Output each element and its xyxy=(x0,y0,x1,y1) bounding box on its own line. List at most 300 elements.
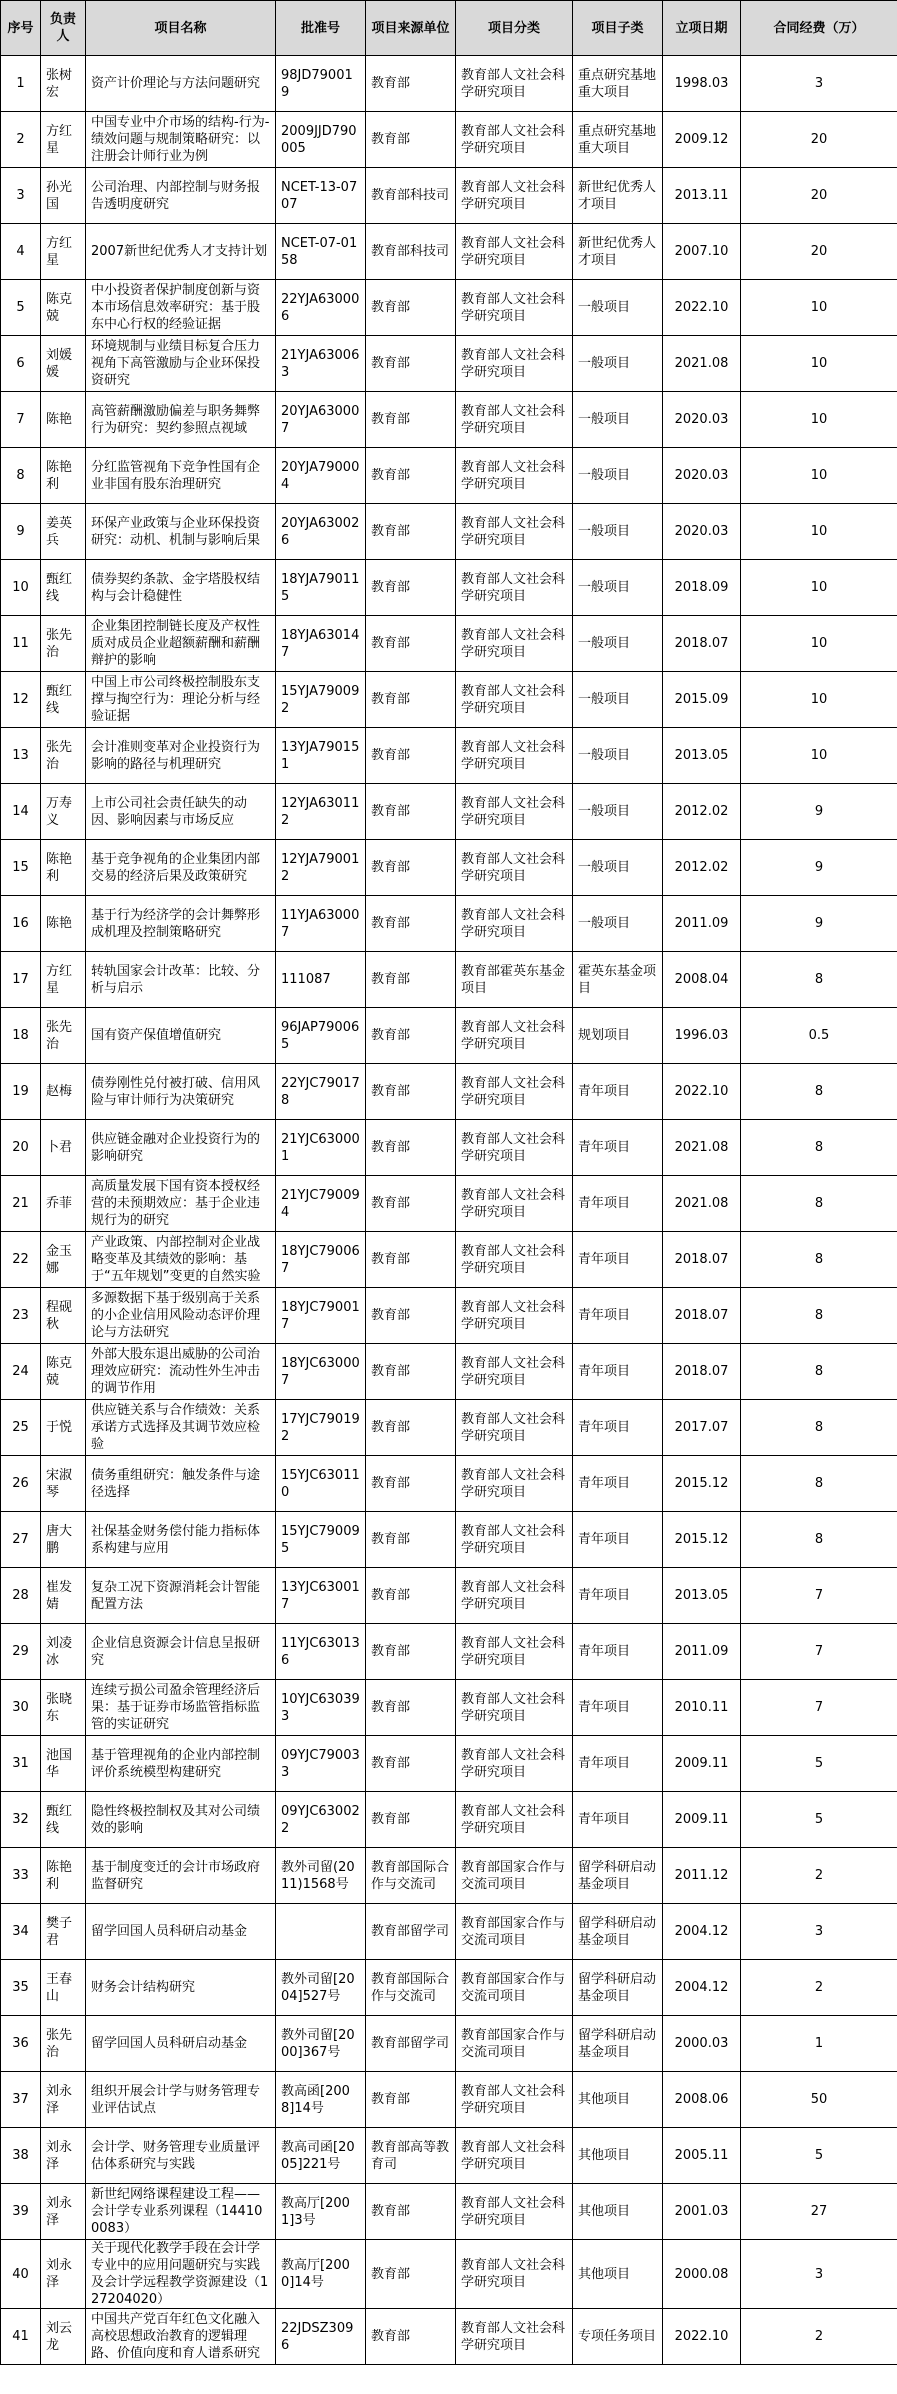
cell-funding: 7 xyxy=(741,1568,897,1624)
cell-project-name: 上市公司社会责任缺失的动因、影响因素与市场反应 xyxy=(86,784,276,840)
cell-leader: 于悦 xyxy=(41,1400,86,1456)
cell-project-name: 留学回国人员科研启动基金 xyxy=(86,2016,276,2072)
cell-category: 教育部人文社会科学研究项目 xyxy=(456,1512,573,1568)
table-row xyxy=(1,1960,897,2016)
cell-category: 教育部人文社会科学研究项目 xyxy=(456,168,573,224)
cell-date: 2011.09 xyxy=(663,896,741,952)
cell-index: 15 xyxy=(1,840,41,896)
cell-leader: 刘云龙 xyxy=(41,2309,86,2365)
cell-date: 2011.12 xyxy=(663,1848,741,1904)
cell-source-unit: 教育部 xyxy=(366,1624,456,1680)
table-row xyxy=(1,168,897,224)
cell-index: 25 xyxy=(1,1400,41,1456)
cell-funding: 8 xyxy=(741,1064,897,1120)
header-funding: 合同经费（万） xyxy=(741,1,897,56)
cell-category: 教育部国家合作与交流司项目 xyxy=(456,2016,573,2072)
cell-category: 教育部人文社会科学研究项目 xyxy=(456,1232,573,1288)
table-row xyxy=(1,1904,897,1960)
cell-leader: 金玉娜 xyxy=(41,1232,86,1288)
cell-subcategory: 青年项目 xyxy=(573,1344,663,1400)
cell-project-name: 会计准则变革对企业投资行为影响的路径与机理研究 xyxy=(86,728,276,784)
cell-source-unit: 教育部 xyxy=(366,1120,456,1176)
cell-category: 教育部人文社会科学研究项目 xyxy=(456,1344,573,1400)
table-row xyxy=(1,1456,897,1512)
cell-category: 教育部人文社会科学研究项目 xyxy=(456,2309,573,2365)
cell-source-unit: 教育部科技司 xyxy=(366,224,456,280)
cell-index: 7 xyxy=(1,392,41,448)
cell-project-name: 会计学、财务管理专业质量评估体系研究与实践 xyxy=(86,2128,276,2184)
cell-date: 2018.07 xyxy=(663,1288,741,1344)
cell-category: 教育部人文社会科学研究项目 xyxy=(456,56,573,112)
cell-approval-number xyxy=(276,1904,366,1960)
cell-category: 教育部国家合作与交流司项目 xyxy=(456,1960,573,2016)
cell-funding: 8 xyxy=(741,1288,897,1344)
cell-funding: 7 xyxy=(741,1624,897,1680)
table-row xyxy=(1,1008,897,1064)
cell-leader: 樊子君 xyxy=(41,1904,86,1960)
table-row xyxy=(1,504,897,560)
cell-category: 教育部人文社会科学研究项目 xyxy=(456,2128,573,2184)
cell-index: 37 xyxy=(1,2072,41,2128)
cell-subcategory: 一般项目 xyxy=(573,672,663,728)
cell-project-name: 高管薪酬激励偏差与职务舞弊行为研究：契约参照点视域 xyxy=(86,392,276,448)
cell-source-unit: 教育部 xyxy=(366,1176,456,1232)
cell-project-name: 复杂工况下资源消耗会计智能配置方法 xyxy=(86,1568,276,1624)
cell-source-unit: 教育部 xyxy=(366,1008,456,1064)
table-row xyxy=(1,336,897,392)
cell-subcategory: 青年项目 xyxy=(573,1792,663,1848)
cell-approval-number: 21YJC790094 xyxy=(276,1176,366,1232)
cell-subcategory: 重点研究基地重大项目 xyxy=(573,112,663,168)
cell-category: 教育部人文社会科学研究项目 xyxy=(456,280,573,336)
cell-funding: 8 xyxy=(741,1232,897,1288)
cell-index: 1 xyxy=(1,56,41,112)
cell-approval-number: 教外司留(2011)1568号 xyxy=(276,1848,366,1904)
cell-source-unit: 教育部 xyxy=(366,560,456,616)
cell-date: 2018.07 xyxy=(663,1232,741,1288)
cell-category: 教育部人文社会科学研究项目 xyxy=(456,1792,573,1848)
cell-approval-number: 15YJA790092 xyxy=(276,672,366,728)
cell-project-name: 企业集团控制链长度及产权性质对成员企业超额薪酬和薪酬辩护的影响 xyxy=(86,616,276,672)
cell-index: 40 xyxy=(1,2240,41,2309)
cell-approval-number: 18YJC790067 xyxy=(276,1232,366,1288)
cell-index: 16 xyxy=(1,896,41,952)
cell-project-name: 中国共产党百年红色文化融入高校思想政治教育的逻辑理路、价值向度和育人谱系研究 xyxy=(86,2309,276,2365)
cell-approval-number: 10YJC630393 xyxy=(276,1680,366,1736)
cell-date: 2001.03 xyxy=(663,2184,741,2240)
cell-index: 14 xyxy=(1,784,41,840)
cell-leader: 张晓东 xyxy=(41,1680,86,1736)
cell-index: 39 xyxy=(1,2184,41,2240)
cell-approval-number: 18YJA790115 xyxy=(276,560,366,616)
cell-project-name: 中国专业中介市场的结构-行为-绩效问题与规制策略研究：以注册会计师行业为例 xyxy=(86,112,276,168)
cell-approval-number: 15YJC790095 xyxy=(276,1512,366,1568)
table-row xyxy=(1,1400,897,1456)
table-row xyxy=(1,1680,897,1736)
cell-source-unit: 教育部 xyxy=(366,448,456,504)
cell-leader: 程砚秋 xyxy=(41,1288,86,1344)
cell-project-name: 环境规制与业绩目标复合压力视角下高管激励与企业环保投资研究 xyxy=(86,336,276,392)
cell-subcategory: 青年项目 xyxy=(573,1288,663,1344)
cell-project-name: 新世纪网络课程建设工程——会计学专业系列课程（144100083） xyxy=(86,2184,276,2240)
cell-leader: 陈艳 xyxy=(41,896,86,952)
cell-index: 33 xyxy=(1,1848,41,1904)
cell-subcategory: 一般项目 xyxy=(573,392,663,448)
cell-funding: 5 xyxy=(741,1736,897,1792)
cell-date: 2018.07 xyxy=(663,1344,741,1400)
cell-source-unit: 教育部 xyxy=(366,280,456,336)
cell-index: 9 xyxy=(1,504,41,560)
cell-funding: 2 xyxy=(741,1960,897,2016)
cell-date: 2009.12 xyxy=(663,112,741,168)
cell-category: 教育部人文社会科学研究项目 xyxy=(456,728,573,784)
cell-project-name: 中国上市公司终极控制股东支撑与掏空行为：理论分析与经验证据 xyxy=(86,672,276,728)
cell-approval-number: 教高函[2008]14号 xyxy=(276,2072,366,2128)
cell-date: 2012.02 xyxy=(663,840,741,896)
cell-project-name: 隐性终极控制权及其对公司绩效的影响 xyxy=(86,1792,276,1848)
cell-leader: 方红星 xyxy=(41,224,86,280)
cell-index: 34 xyxy=(1,1904,41,1960)
cell-project-name: 社保基金财务偿付能力指标体系构建与应用 xyxy=(86,1512,276,1568)
cell-date: 2008.06 xyxy=(663,2072,741,2128)
cell-leader: 张先治 xyxy=(41,1008,86,1064)
cell-date: 2022.10 xyxy=(663,280,741,336)
cell-subcategory: 新世纪优秀人才项目 xyxy=(573,224,663,280)
table-row xyxy=(1,672,897,728)
cell-category: 教育部人文社会科学研究项目 xyxy=(456,448,573,504)
cell-date: 2013.05 xyxy=(663,728,741,784)
cell-index: 18 xyxy=(1,1008,41,1064)
cell-date: 2020.03 xyxy=(663,392,741,448)
cell-date: 2013.11 xyxy=(663,168,741,224)
cell-source-unit: 教育部 xyxy=(366,2072,456,2128)
cell-index: 31 xyxy=(1,1736,41,1792)
cell-subcategory: 一般项目 xyxy=(573,280,663,336)
cell-date: 2020.03 xyxy=(663,448,741,504)
cell-project-name: 基于竞争视角的企业集团内部交易的经济后果及政策研究 xyxy=(86,840,276,896)
cell-leader: 陈克兢 xyxy=(41,280,86,336)
cell-subcategory: 青年项目 xyxy=(573,1680,663,1736)
cell-leader: 甄红线 xyxy=(41,1792,86,1848)
cell-source-unit: 教育部 xyxy=(366,1512,456,1568)
cell-project-name: 基于制度变迁的会计市场政府监督研究 xyxy=(86,1848,276,1904)
cell-subcategory: 青年项目 xyxy=(573,1736,663,1792)
cell-leader: 陈艳利 xyxy=(41,840,86,896)
cell-approval-number: 教高厅[2001]3号 xyxy=(276,2184,366,2240)
table-row xyxy=(1,448,897,504)
cell-project-name: 产业政策、内部控制对企业战略变革及其绩效的影响：基于“五年规划”变更的自然实验 xyxy=(86,1232,276,1288)
cell-source-unit: 教育部 xyxy=(366,112,456,168)
cell-project-name: 企业信息资源会计信息呈报研究 xyxy=(86,1624,276,1680)
cell-subcategory: 一般项目 xyxy=(573,560,663,616)
cell-leader: 方红星 xyxy=(41,112,86,168)
cell-project-name: 国有资产保值增值研究 xyxy=(86,1008,276,1064)
cell-index: 35 xyxy=(1,1960,41,2016)
cell-funding: 27 xyxy=(741,2184,897,2240)
cell-index: 41 xyxy=(1,2309,41,2365)
cell-index: 13 xyxy=(1,728,41,784)
cell-category: 教育部人文社会科学研究项目 xyxy=(456,2072,573,2128)
cell-source-unit: 教育部国际合作与交流司 xyxy=(366,1960,456,2016)
cell-project-name: 关于现代化教学手段在会计学专业中的应用问题研究与实践及会计学远程教学资源建设（127204020） xyxy=(86,2240,276,2309)
cell-project-name: 公司治理、内部控制与财务报告透明度研究 xyxy=(86,168,276,224)
cell-source-unit: 教育部 xyxy=(366,336,456,392)
cell-leader: 方红星 xyxy=(41,952,86,1008)
table-row xyxy=(1,2016,897,2072)
cell-source-unit: 教育部高等教育司 xyxy=(366,2128,456,2184)
cell-index: 36 xyxy=(1,2016,41,2072)
cell-leader: 卜君 xyxy=(41,1120,86,1176)
cell-leader: 陈克兢 xyxy=(41,1344,86,1400)
cell-index: 28 xyxy=(1,1568,41,1624)
cell-project-name: 财务会计结构研究 xyxy=(86,1960,276,2016)
cell-date: 2020.03 xyxy=(663,504,741,560)
cell-funding: 8 xyxy=(741,1344,897,1400)
cell-category: 教育部人文社会科学研究项目 xyxy=(456,1176,573,1232)
header-approval-number: 批准号 xyxy=(276,1,366,56)
cell-project-name: 连续亏损公司盈余管理经济后果：基于证券市场监管指标监管的实证研究 xyxy=(86,1680,276,1736)
cell-approval-number: 2009JJD790005 xyxy=(276,112,366,168)
cell-subcategory: 一般项目 xyxy=(573,840,663,896)
cell-subcategory: 青年项目 xyxy=(573,1176,663,1232)
cell-subcategory: 新世纪优秀人才项目 xyxy=(573,168,663,224)
cell-funding: 8 xyxy=(741,1120,897,1176)
cell-project-name: 供应链关系与合作绩效：关系承诺方式选择及其调节效应检验 xyxy=(86,1400,276,1456)
cell-source-unit: 教育部 xyxy=(366,56,456,112)
cell-source-unit: 教育部 xyxy=(366,952,456,1008)
cell-source-unit: 教育部 xyxy=(366,672,456,728)
cell-approval-number: 22YJC790178 xyxy=(276,1064,366,1120)
header-leader: 负责人 xyxy=(41,1,86,56)
cell-project-name: 供应链金融对企业投资行为的影响研究 xyxy=(86,1120,276,1176)
cell-subcategory: 青年项目 xyxy=(573,1400,663,1456)
cell-approval-number: 教外司留[2000]367号 xyxy=(276,2016,366,2072)
cell-date: 2010.11 xyxy=(663,1680,741,1736)
cell-subcategory: 青年项目 xyxy=(573,1232,663,1288)
cell-funding: 3 xyxy=(741,1904,897,1960)
cell-date: 1998.03 xyxy=(663,56,741,112)
table-row xyxy=(1,2184,897,2240)
table-row xyxy=(1,2072,897,2128)
cell-subcategory: 一般项目 xyxy=(573,896,663,952)
cell-category: 教育部人文社会科学研究项目 xyxy=(456,1736,573,1792)
cell-index: 6 xyxy=(1,336,41,392)
cell-leader: 王春山 xyxy=(41,1960,86,2016)
cell-funding: 5 xyxy=(741,1792,897,1848)
cell-approval-number: 21YJA630063 xyxy=(276,336,366,392)
header-date: 立项日期 xyxy=(663,1,741,56)
cell-project-name: 2007新世纪优秀人才支持计划 xyxy=(86,224,276,280)
cell-subcategory: 其他项目 xyxy=(573,2240,663,2309)
cell-source-unit: 教育部 xyxy=(366,1680,456,1736)
cell-category: 教育部人文社会科学研究项目 xyxy=(456,1064,573,1120)
cell-approval-number: 20YJA630007 xyxy=(276,392,366,448)
table-row xyxy=(1,952,897,1008)
cell-date: 2022.10 xyxy=(663,2309,741,2365)
table-row xyxy=(1,1792,897,1848)
cell-subcategory: 规划项目 xyxy=(573,1008,663,1064)
cell-approval-number: 教高厅[2000]14号 xyxy=(276,2240,366,2309)
table-row xyxy=(1,224,897,280)
cell-category: 教育部人文社会科学研究项目 xyxy=(456,1456,573,1512)
table-row xyxy=(1,280,897,336)
cell-project-name: 多源数据下基于级别高于关系的小企业信用风险动态评价理论与方法研究 xyxy=(86,1288,276,1344)
cell-approval-number: 21YJC630001 xyxy=(276,1120,366,1176)
cell-funding: 3 xyxy=(741,2240,897,2309)
cell-category: 教育部人文社会科学研究项目 xyxy=(456,1624,573,1680)
cell-date: 2000.03 xyxy=(663,2016,741,2072)
table-row xyxy=(1,616,897,672)
cell-date: 2021.08 xyxy=(663,1120,741,1176)
cell-date: 2000.08 xyxy=(663,2240,741,2309)
cell-project-name: 环保产业政策与企业环保投资研究：动机、机制与影响后果 xyxy=(86,504,276,560)
cell-subcategory: 重点研究基地重大项目 xyxy=(573,56,663,112)
cell-date: 2022.10 xyxy=(663,1064,741,1120)
cell-subcategory: 青年项目 xyxy=(573,1568,663,1624)
cell-category: 教育部人文社会科学研究项目 xyxy=(456,1288,573,1344)
cell-funding: 10 xyxy=(741,280,897,336)
cell-approval-number: 09YJC630022 xyxy=(276,1792,366,1848)
cell-source-unit: 教育部留学司 xyxy=(366,2016,456,2072)
cell-date: 2004.12 xyxy=(663,1904,741,1960)
cell-leader: 刘媛媛 xyxy=(41,336,86,392)
cell-leader: 万寿义 xyxy=(41,784,86,840)
cell-approval-number: 15YJC630110 xyxy=(276,1456,366,1512)
cell-approval-number: 09YJC790033 xyxy=(276,1736,366,1792)
cell-funding: 10 xyxy=(741,728,897,784)
cell-approval-number: 11YJA630007 xyxy=(276,896,366,952)
cell-approval-number: 13YJC630017 xyxy=(276,1568,366,1624)
cell-date: 2021.08 xyxy=(663,336,741,392)
cell-funding: 20 xyxy=(741,112,897,168)
cell-leader: 陈艳 xyxy=(41,392,86,448)
cell-funding: 10 xyxy=(741,336,897,392)
table-row xyxy=(1,560,897,616)
cell-category: 教育部人文社会科学研究项目 xyxy=(456,1008,573,1064)
cell-category: 教育部人文社会科学研究项目 xyxy=(456,392,573,448)
cell-date: 2005.11 xyxy=(663,2128,741,2184)
cell-subcategory: 其他项目 xyxy=(573,2128,663,2184)
cell-index: 30 xyxy=(1,1680,41,1736)
cell-funding: 9 xyxy=(741,896,897,952)
cell-source-unit: 教育部 xyxy=(366,728,456,784)
cell-approval-number: 20YJA790004 xyxy=(276,448,366,504)
cell-funding: 5 xyxy=(741,2128,897,2184)
cell-project-name: 留学回国人员科研启动基金 xyxy=(86,1904,276,1960)
cell-approval-number: 13YJA790151 xyxy=(276,728,366,784)
cell-project-name: 中小投资者保护制度创新与资本市场信息效率研究：基于股东中心行权的经验证据 xyxy=(86,280,276,336)
cell-funding: 10 xyxy=(741,672,897,728)
cell-subcategory: 一般项目 xyxy=(573,336,663,392)
cell-source-unit: 教育部 xyxy=(366,1232,456,1288)
cell-category: 教育部国家合作与交流司项目 xyxy=(456,1848,573,1904)
table-row xyxy=(1,1232,897,1288)
cell-funding: 10 xyxy=(741,448,897,504)
cell-category: 教育部人文社会科学研究项目 xyxy=(456,896,573,952)
cell-subcategory: 留学科研启动基金项目 xyxy=(573,1848,663,1904)
table-row xyxy=(1,784,897,840)
cell-category: 教育部人文社会科学研究项目 xyxy=(456,224,573,280)
cell-source-unit: 教育部 xyxy=(366,1568,456,1624)
cell-index: 4 xyxy=(1,224,41,280)
cell-subcategory: 一般项目 xyxy=(573,784,663,840)
cell-approval-number: 12YJA630112 xyxy=(276,784,366,840)
cell-project-name: 转轨国家会计改革：比较、分析与启示 xyxy=(86,952,276,1008)
cell-index: 27 xyxy=(1,1512,41,1568)
cell-funding: 20 xyxy=(741,168,897,224)
cell-date: 2015.12 xyxy=(663,1456,741,1512)
cell-category: 教育部人文社会科学研究项目 xyxy=(456,1400,573,1456)
cell-date: 2021.08 xyxy=(663,1176,741,1232)
cell-subcategory: 专项任务项目 xyxy=(573,2309,663,2365)
cell-index: 20 xyxy=(1,1120,41,1176)
cell-leader: 刘永泽 xyxy=(41,2240,86,2309)
cell-leader: 刘永泽 xyxy=(41,2072,86,2128)
cell-approval-number: 22JDSZ3096 xyxy=(276,2309,366,2365)
cell-approval-number: 12YJA790012 xyxy=(276,840,366,896)
cell-subcategory: 青年项目 xyxy=(573,1512,663,1568)
cell-funding: 1 xyxy=(741,2016,897,2072)
cell-subcategory: 一般项目 xyxy=(573,504,663,560)
cell-source-unit: 教育部国际合作与交流司 xyxy=(366,1848,456,1904)
cell-index: 32 xyxy=(1,1792,41,1848)
cell-source-unit: 教育部 xyxy=(366,1064,456,1120)
cell-index: 3 xyxy=(1,168,41,224)
cell-date: 2008.04 xyxy=(663,952,741,1008)
cell-subcategory: 留学科研启动基金项目 xyxy=(573,1960,663,2016)
cell-index: 12 xyxy=(1,672,41,728)
header-category: 项目分类 xyxy=(456,1,573,56)
cell-source-unit: 教育部 xyxy=(366,2240,456,2309)
cell-index: 38 xyxy=(1,2128,41,2184)
cell-category: 教育部人文社会科学研究项目 xyxy=(456,1120,573,1176)
table-row xyxy=(1,1736,897,1792)
cell-funding: 10 xyxy=(741,392,897,448)
cell-funding: 9 xyxy=(741,840,897,896)
table-row xyxy=(1,1288,897,1344)
cell-source-unit: 教育部 xyxy=(366,2309,456,2365)
cell-leader: 赵梅 xyxy=(41,1064,86,1120)
table-row xyxy=(1,112,897,168)
cell-project-name: 基于行为经济学的会计舞弊形成机理及控制策略研究 xyxy=(86,896,276,952)
cell-approval-number: 20YJA630026 xyxy=(276,504,366,560)
cell-approval-number: 18YJC790017 xyxy=(276,1288,366,1344)
cell-leader: 甄红线 xyxy=(41,560,86,616)
cell-subcategory: 其他项目 xyxy=(573,2184,663,2240)
cell-category: 教育部人文社会科学研究项目 xyxy=(456,616,573,672)
cell-date: 2012.02 xyxy=(663,784,741,840)
cell-leader: 张先治 xyxy=(41,616,86,672)
cell-funding: 20 xyxy=(741,224,897,280)
cell-source-unit: 教育部 xyxy=(366,392,456,448)
cell-funding: 2 xyxy=(741,1848,897,1904)
cell-index: 8 xyxy=(1,448,41,504)
header-subcategory: 项目子类 xyxy=(573,1,663,56)
cell-index: 19 xyxy=(1,1064,41,1120)
cell-project-name: 高质量发展下国有资本授权经营的未预期效应：基于企业违规行为的研究 xyxy=(86,1176,276,1232)
cell-project-name: 外部大股东退出威胁的公司治理效应研究：流动性外生冲击的调节作用 xyxy=(86,1344,276,1400)
cell-approval-number: 17YJC790192 xyxy=(276,1400,366,1456)
cell-project-name: 基于管理视角的企业内部控制评价系统模型构建研究 xyxy=(86,1736,276,1792)
cell-approval-number: 教外司留[2004]527号 xyxy=(276,1960,366,2016)
cell-leader: 张树宏 xyxy=(41,56,86,112)
table-row xyxy=(1,1624,897,1680)
cell-funding: 10 xyxy=(741,616,897,672)
cell-source-unit: 教育部 xyxy=(366,504,456,560)
cell-category: 教育部人文社会科学研究项目 xyxy=(456,2184,573,2240)
cell-approval-number: NCET-13-0707 xyxy=(276,168,366,224)
cell-approval-number: 18YJA630147 xyxy=(276,616,366,672)
